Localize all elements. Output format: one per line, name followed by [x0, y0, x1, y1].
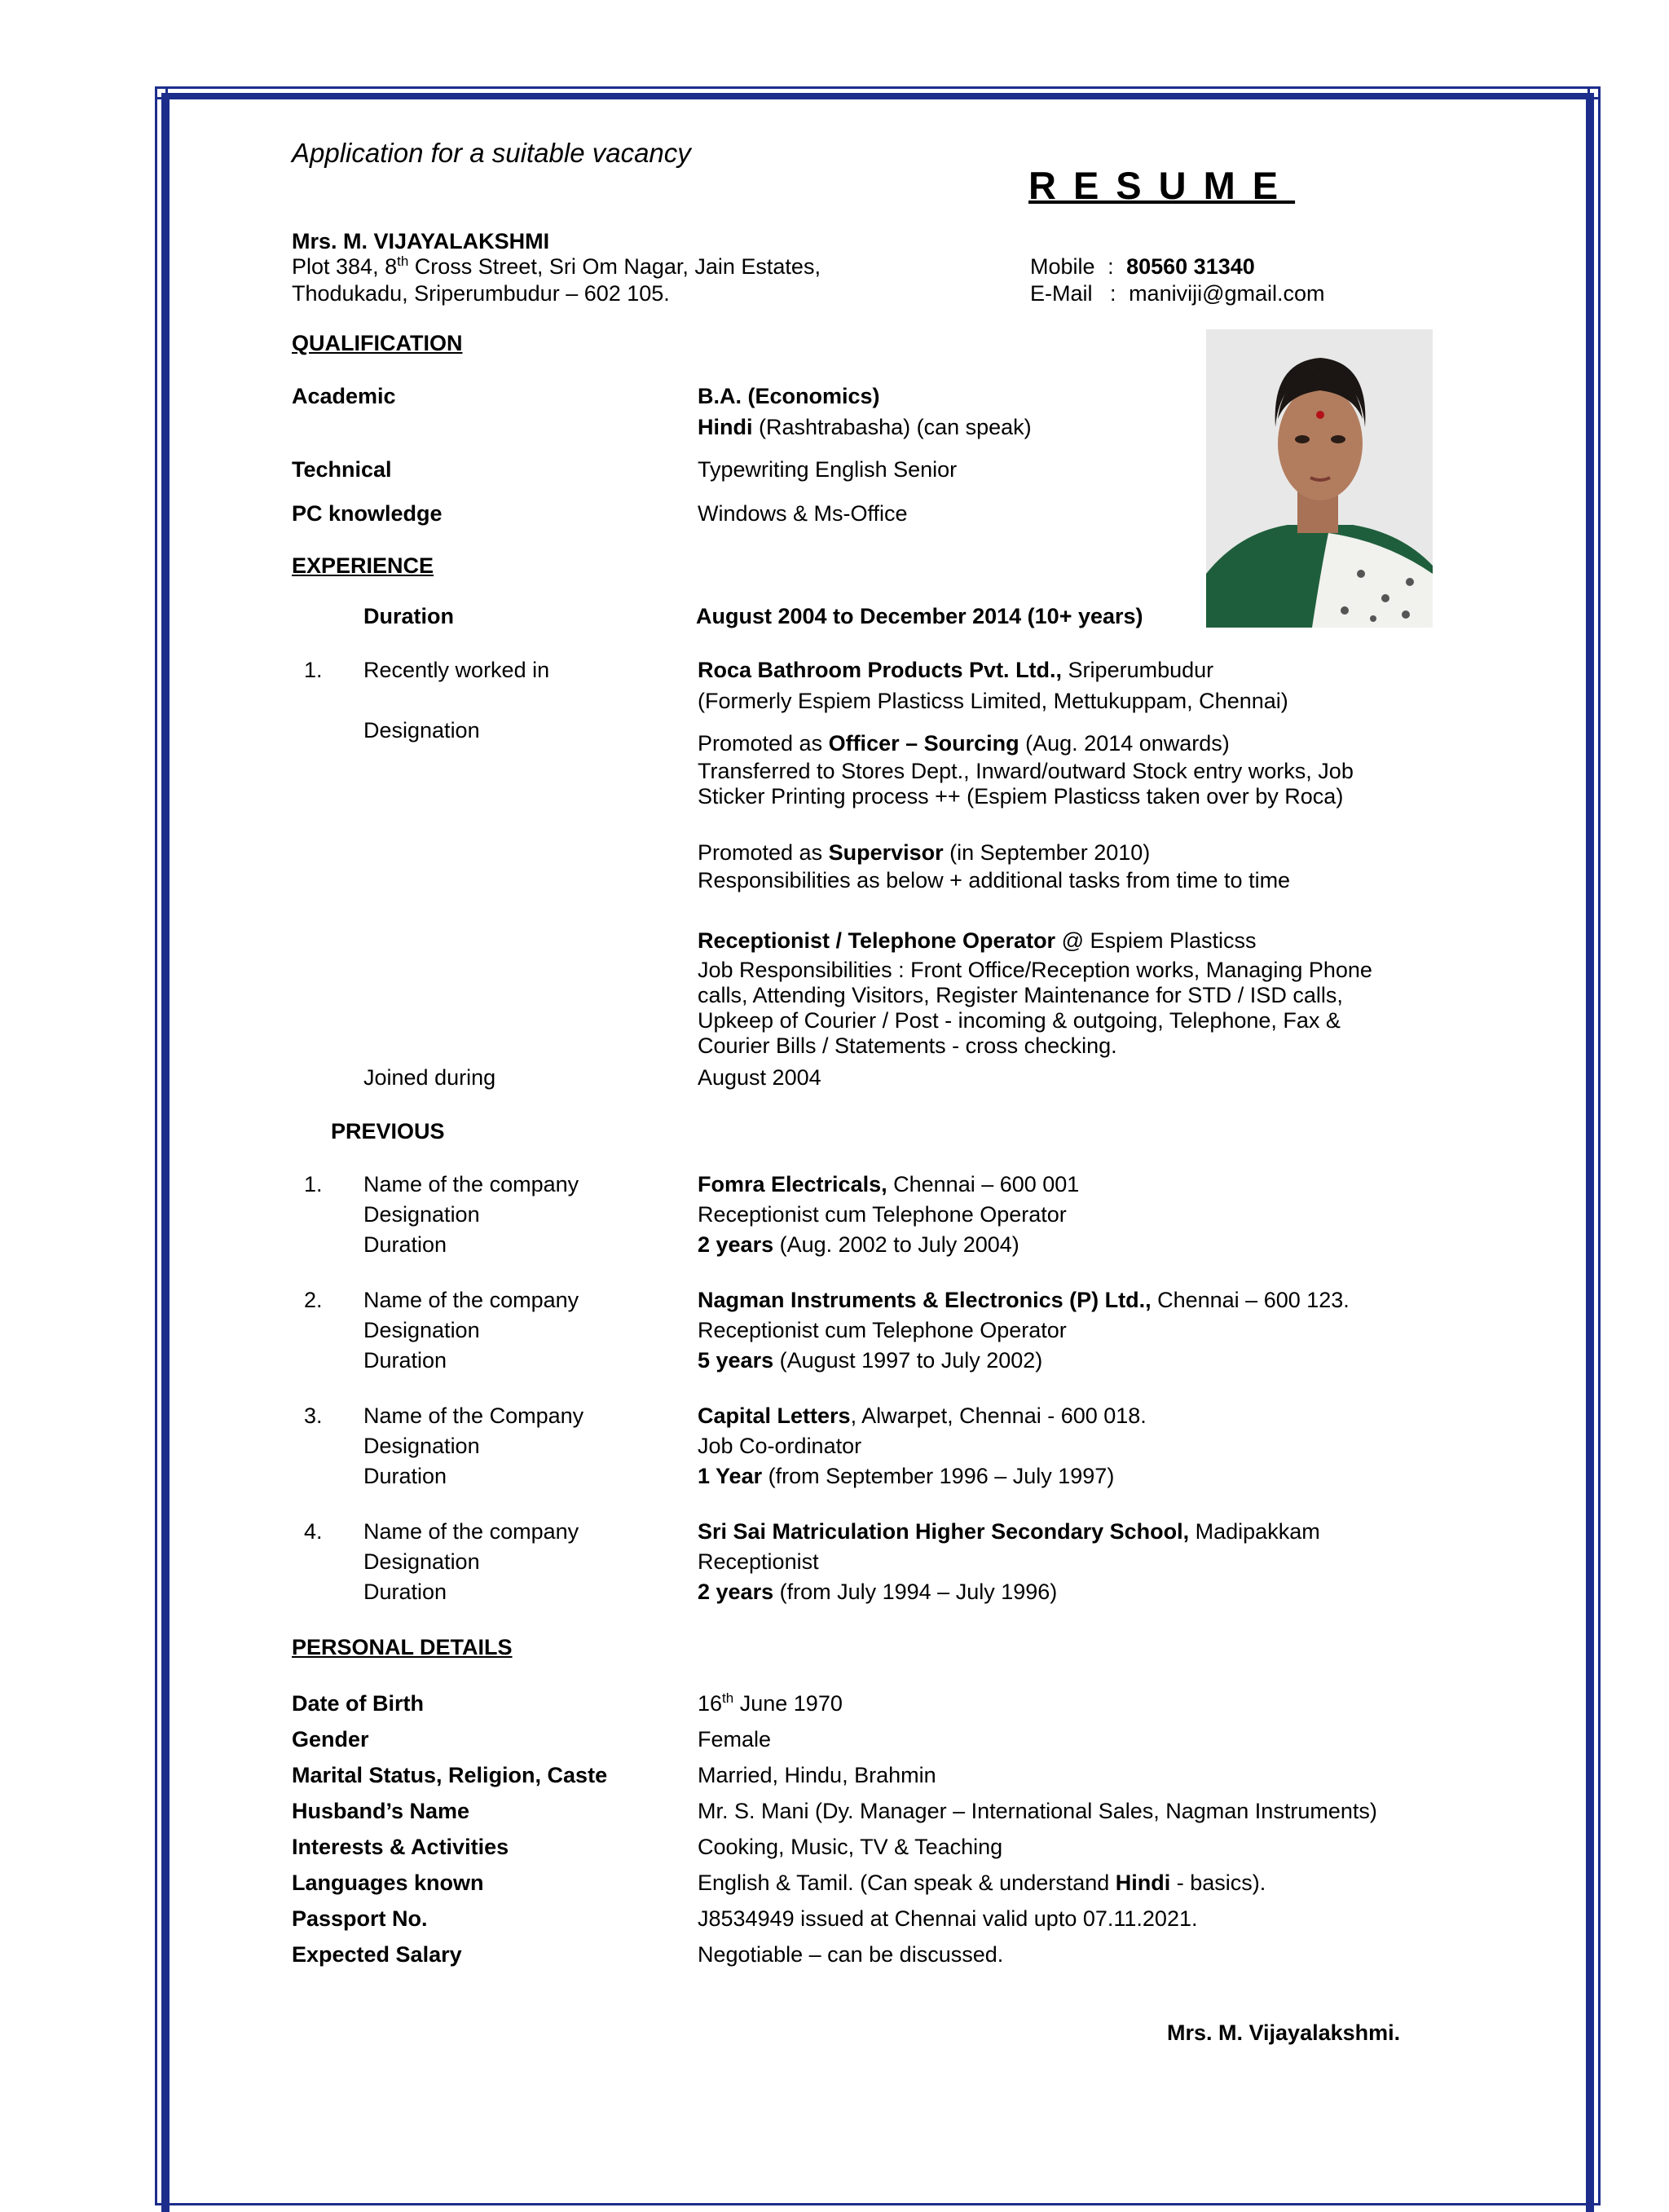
- previous-job-3-designation: Job Co-ordinator: [698, 1434, 862, 1458]
- experience-duration-label: Duration: [363, 604, 454, 628]
- personal-details-heading: PERSONAL DETAILS: [292, 1635, 513, 1659]
- resume-title: RESUME: [1028, 164, 1296, 207]
- husband-value: Mr. S. Mani (Dy. Manager – International Sales, Nagman Instruments): [698, 1799, 1377, 1823]
- mobile-row: Mobile : 80560 31340: [1030, 254, 1255, 279]
- previous-job-2-designation-label: Designation: [363, 1318, 480, 1342]
- previous-job-2-duration-label: Duration: [363, 1348, 447, 1373]
- hindi-value: Hindi (Rashtrabasha) (can speak): [698, 415, 1032, 439]
- interests-label: Interests & Activities: [292, 1835, 509, 1859]
- qualification-heading: QUALIFICATION: [292, 331, 463, 355]
- previous-job-4-company: Sri Sai Matriculation Higher Secondary School, Madipakkam: [698, 1519, 1320, 1544]
- promotion-supervisor-line-2: Responsibilities as below + additional tasks from time to time: [698, 868, 1291, 892]
- recent-job-number: 1.: [304, 658, 323, 682]
- dob-label: Date of Birth: [292, 1691, 424, 1716]
- previous-job-4-designation-label: Designation: [363, 1549, 480, 1574]
- previous-job-2-designation: Receptionist cum Telephone Operator: [698, 1318, 1067, 1342]
- technical-value: Typewriting English Senior: [698, 457, 958, 482]
- previous-job-1-duration: 2 years (Aug. 2002 to July 2004): [698, 1232, 1019, 1257]
- languages-value: English & Tamil. (Can speak & understand Hindi - basics).: [698, 1871, 1266, 1895]
- previous-job-2-duration: 5 years (August 1997 to July 2002): [698, 1348, 1043, 1373]
- technical-label: Technical: [292, 457, 392, 482]
- marital-label: Marital Status, Religion, Caste: [292, 1763, 608, 1787]
- joined-value: August 2004: [698, 1065, 821, 1090]
- husband-label: Husband’s Name: [292, 1799, 470, 1823]
- salary-value: Negotiable – can be discussed.: [698, 1942, 1004, 1967]
- previous-job-3-designation-label: Designation: [363, 1434, 480, 1458]
- academic-value: B.A. (Economics): [698, 384, 880, 408]
- previous-job-4-duration: 2 years (from July 1994 – July 1996): [698, 1580, 1058, 1604]
- receptionist-line-4: Upkeep of Courier / Post - incoming & outgoing, Telephone, Fax &: [698, 1008, 1341, 1033]
- previous-job-4-duration-label: Duration: [363, 1580, 447, 1604]
- previous-job-1-number: 1.: [304, 1172, 323, 1196]
- salary-label: Expected Salary: [292, 1942, 462, 1967]
- previous-job-1-duration-label: Duration: [363, 1232, 447, 1257]
- experience-duration-value: August 2004 to December 2014 (10+ years): [696, 604, 1143, 628]
- previous-job-2-company: Nagman Instruments & Electronics (P) Ltd., Chennai – 600 123.: [698, 1288, 1350, 1312]
- portrait-image: [1206, 329, 1433, 628]
- marital-value: Married, Hindu, Brahmin: [698, 1763, 936, 1787]
- border-corner-top-right: [1588, 86, 1601, 99]
- promotion-supervisor: Promoted as Supervisor (in September 2010): [698, 840, 1151, 865]
- interests-value: Cooking, Music, TV & Teaching: [698, 1835, 1003, 1859]
- previous-job-1-company-label: Name of the company: [363, 1172, 579, 1196]
- experience-heading: EXPERIENCE: [292, 553, 434, 578]
- email-label: E-Mail: [1030, 281, 1093, 306]
- receptionist-line-3: calls, Attending Visitors, Register Maintenance for STD / ISD calls,: [698, 983, 1343, 1007]
- border-corner-top-left: [155, 86, 168, 99]
- dob-value: 16th June 1970: [698, 1690, 843, 1716]
- recent-company: Roca Bathroom Products Pvt. Ltd., Sriperumbudur: [698, 658, 1214, 682]
- languages-label: Languages known: [292, 1871, 484, 1895]
- pc-knowledge-value: Windows & Ms-Office: [698, 501, 908, 526]
- mobile-label: Mobile: [1030, 254, 1095, 279]
- email-row: E-Mail : maniviji@gmail.com: [1030, 281, 1325, 306]
- designation-label: Designation: [363, 718, 480, 742]
- gender-value: Female: [698, 1727, 772, 1752]
- previous-job-4-company-label: Name of the company: [363, 1519, 579, 1544]
- previous-job-3-number: 3.: [304, 1403, 323, 1428]
- address-line-1: Plot 384, 8th Cross Street, Sri Om Nagar, Jain Estates,: [292, 253, 821, 279]
- previous-job-3-company: Capital Letters, Alwarpet, Chennai - 600 018.: [698, 1403, 1147, 1428]
- previous-job-3-duration-label: Duration: [363, 1464, 447, 1488]
- recent-company-former: (Formerly Espiem Plasticss Limited, Mettukuppam, Chennai): [698, 689, 1288, 713]
- recent-job-label: Recently worked in: [363, 658, 550, 682]
- receptionist-line-2: Job Responsibilities : Front Office/Reception works, Managing Phone: [698, 958, 1372, 982]
- previous-job-3-company-label: Name of the Company: [363, 1403, 584, 1428]
- receptionist-role: Receptionist / Telephone Operator @ Espiem Plasticss: [698, 928, 1257, 953]
- promotion-officer-line-2: Transferred to Stores Dept., Inward/outward Stock entry works, Job: [698, 759, 1354, 783]
- academic-label: Academic: [292, 384, 396, 408]
- previous-job-4-number: 4.: [304, 1519, 323, 1544]
- previous-heading: PREVIOUS: [331, 1119, 445, 1143]
- receptionist-line-5: Courier Bills / Statements - cross checking.: [698, 1033, 1117, 1058]
- applicant-name: Mrs. M. VIJAYALAKSHMI: [292, 229, 550, 253]
- passport-value: J8534949 issued at Chennai valid upto 07.11.2021.: [698, 1906, 1198, 1931]
- address-line-2: Thodukadu, Sriperumbudur – 602 105.: [292, 281, 670, 306]
- promotion-officer: Promoted as Officer – Sourcing (Aug. 2014 onwards): [698, 731, 1230, 756]
- gender-label: Gender: [292, 1727, 369, 1752]
- signature-name: Mrs. M. Vijayalakshmi.: [1167, 2020, 1401, 2045]
- application-title: Application for a suitable vacancy: [292, 138, 691, 168]
- previous-job-1-designation: Receptionist cum Telephone Operator: [698, 1202, 1067, 1227]
- promotion-officer-line-3: Sticker Printing process ++ (Espiem Plasticss taken over by Roca): [698, 784, 1344, 809]
- previous-job-2-number: 2.: [304, 1288, 323, 1312]
- passport-label: Passport No.: [292, 1906, 428, 1931]
- previous-job-1-company: Fomra Electricals, Chennai – 600 001: [698, 1172, 1080, 1196]
- pc-knowledge-label: PC knowledge: [292, 501, 443, 526]
- mobile-value: 80560 31340: [1126, 254, 1255, 279]
- previous-job-3-duration: 1 Year (from September 1996 – July 1997): [698, 1464, 1115, 1488]
- previous-job-1-designation-label: Designation: [363, 1202, 480, 1227]
- previous-job-2-company-label: Name of the company: [363, 1288, 579, 1312]
- applicant-photo: [1206, 329, 1433, 628]
- joined-label: Joined during: [363, 1065, 496, 1090]
- previous-job-4-designation: Receptionist: [698, 1549, 819, 1574]
- email-value: maniviji@gmail.com: [1129, 281, 1325, 306]
